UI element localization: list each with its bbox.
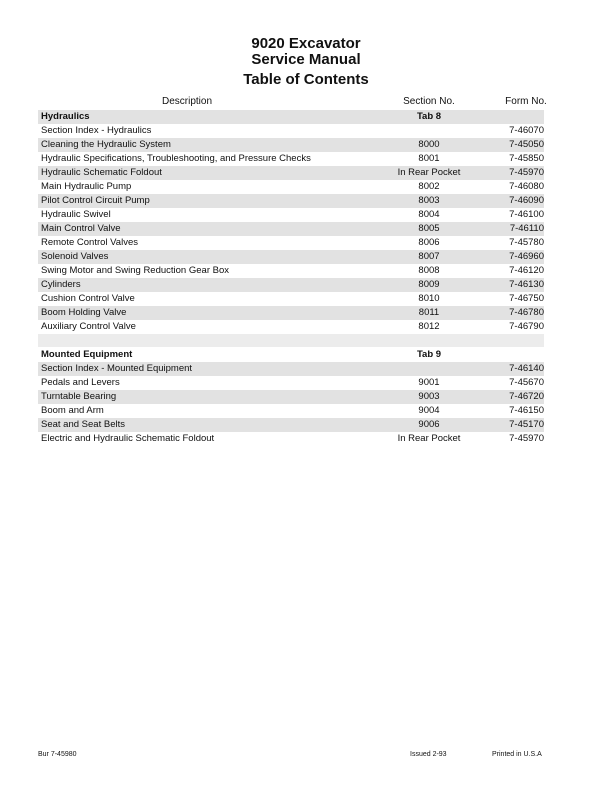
section-header xyxy=(38,110,544,124)
table-row: Cylinders 8009 7-46130 xyxy=(38,278,544,292)
tab-label: Tab 8 xyxy=(416,111,442,122)
table-row: Cushion Control Valve 8010 7-46750 xyxy=(41,293,544,304)
table-row: Hydraulic Specifications, Troubleshooting, and Pressure Checks 8001 7-45850 xyxy=(41,153,544,164)
table-row: Main Control Valve 8005 7-46110 xyxy=(38,222,544,236)
issue-date-footer: Issued 2-93 xyxy=(410,751,447,758)
table-row: Remote Control Valves 8006 7-45780 xyxy=(41,237,544,248)
form-number-footer: Bur 7-45980 xyxy=(38,751,77,758)
table-row: Section Index - Hydraulics 7-46070 xyxy=(41,125,544,136)
table-row: Swing Motor and Swing Reduction Gear Box 8008 7-46120 xyxy=(41,265,544,276)
table-row: Boom Holding Valve 8011 7-46780 xyxy=(38,306,544,320)
table-row: Main Hydraulic Pump 8002 7-46080 xyxy=(41,181,544,192)
table-row: Auxiliary Control Valve 8012 7-46790 xyxy=(41,321,544,332)
section-header xyxy=(38,348,544,362)
table-row: Boom and Arm 9004 7-46150 xyxy=(41,405,544,416)
contents-heading: Table of Contents xyxy=(243,71,369,88)
table-row: Solenoid Valves 8007 7-46960 xyxy=(38,250,544,264)
tab-label: Tab 9 xyxy=(416,349,442,360)
section-divider xyxy=(38,334,544,347)
column-header-form: Form No. xyxy=(505,96,547,107)
table-row: Hydraulic Schematic Foldout In Rear Pocket 7-45970 xyxy=(38,166,544,180)
hydraulics-section xyxy=(38,110,544,347)
section-title: Hydraulics xyxy=(41,111,90,122)
table-row: Seat and Seat Belts 9006 7-45170 xyxy=(38,418,544,432)
table-row: Section Index - Mounted Equipment 7-46140 xyxy=(38,362,544,376)
document-subtitle: Service Manual xyxy=(251,51,361,68)
table-row: Hydraulic Swivel 8004 7-46100 xyxy=(41,209,544,220)
table-row: Electric and Hydraulic Schematic Foldout In Rear Pocket 7-45970 xyxy=(41,433,544,444)
table-row: Pilot Control Circuit Pump 8003 7-46090 xyxy=(38,194,544,208)
document-title: 9020 Excavator xyxy=(251,35,361,52)
table-row: Pedals and Levers 9001 7-45670 xyxy=(41,377,544,388)
table-row: Cleaning the Hydraulic System 8000 7-45050 xyxy=(38,138,544,152)
section-title: Mounted Equipment xyxy=(41,349,133,360)
column-header-description: Description xyxy=(161,96,213,107)
printed-in-footer: Printed in U.S.A xyxy=(492,751,542,758)
mounted-equipment-section xyxy=(38,348,544,446)
table-row: Turntable Bearing 9003 7-46720 xyxy=(38,390,544,404)
column-header-section: Section No. xyxy=(403,96,455,107)
